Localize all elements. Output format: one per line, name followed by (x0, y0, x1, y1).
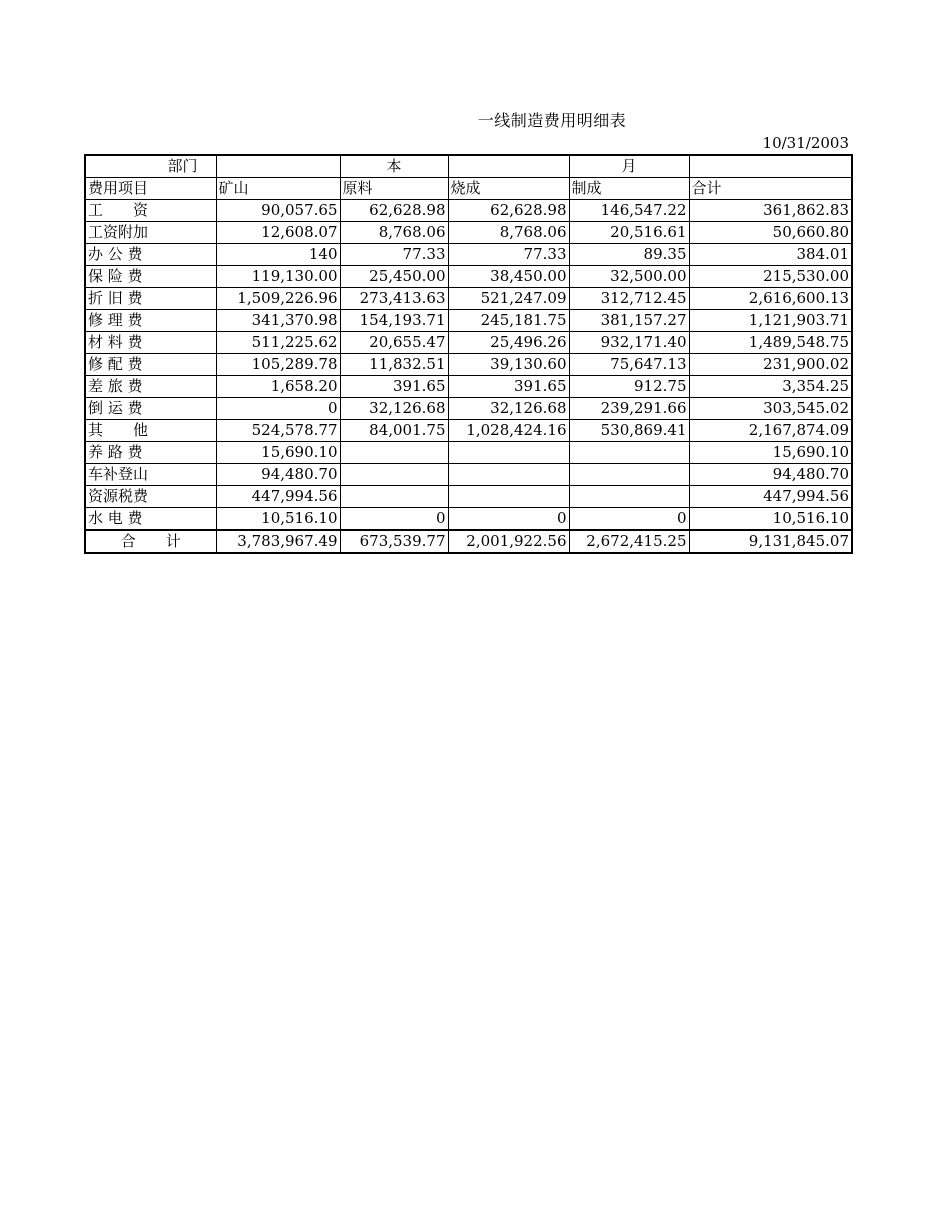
cell-value: 0 (569, 508, 689, 531)
header-yue-cell: 月 (569, 155, 689, 178)
cell-value: 391.65 (340, 376, 448, 398)
cell-value: 0 (448, 508, 569, 531)
expense-table (84, 154, 853, 554)
table-row (85, 398, 852, 420)
dept-label-cell: 部门 (85, 155, 216, 178)
table-row (85, 310, 852, 332)
total-row (85, 530, 852, 553)
cell-value: 361,862.83 (689, 200, 852, 222)
cell-value: 32,126.68 (448, 398, 569, 420)
cell-value: 140 (216, 244, 340, 266)
cell-value (340, 486, 448, 508)
row-item-label: 工资附加 (85, 222, 216, 244)
cell-value: 20,655.47 (340, 332, 448, 354)
cell-value: 3,354.25 (689, 376, 852, 398)
cell-value: 90,057.65 (216, 200, 340, 222)
cell-value: 154,193.71 (340, 310, 448, 332)
report-title: 一线制造费用明细表 (477, 111, 627, 130)
cell-value: 912.75 (569, 376, 689, 398)
cell-value: 530,869.41 (569, 420, 689, 442)
cell-value: 15,690.10 (689, 442, 852, 464)
cell-value: 105,289.78 (216, 354, 340, 376)
cell-value: 384.01 (689, 244, 852, 266)
cell-value: 341,370.98 (216, 310, 340, 332)
cell-value (448, 442, 569, 464)
table-row (85, 464, 852, 486)
cell-value: 62,628.98 (340, 200, 448, 222)
row-item-label: 差 旅 费 (85, 376, 216, 398)
cell-value: 77.33 (340, 244, 448, 266)
cell-value: 1,658.20 (216, 376, 340, 398)
cell-value: 77.33 (448, 244, 569, 266)
table-row (85, 354, 852, 376)
table-row (85, 508, 852, 531)
table-row (85, 244, 852, 266)
cell-value (448, 464, 569, 486)
cell-value: 1,121,903.71 (689, 310, 852, 332)
cell-value: 20,516.61 (569, 222, 689, 244)
cell-value: 215,530.00 (689, 266, 852, 288)
row-item-label: 车补登山 (85, 464, 216, 486)
cell-value: 94,480.70 (216, 464, 340, 486)
cell-value: 2,616,600.13 (689, 288, 852, 310)
cell-value: 511,225.62 (216, 332, 340, 354)
cell-value: 10,516.10 (689, 508, 852, 531)
cell-value: 15,690.10 (216, 442, 340, 464)
cell-value: 89.35 (569, 244, 689, 266)
table-row (85, 486, 852, 508)
table-row (85, 376, 852, 398)
table-row (85, 332, 852, 354)
cell-value: 521,247.09 (448, 288, 569, 310)
row-item-label: 倒 运 费 (85, 398, 216, 420)
row-item-label: 修 配 费 (85, 354, 216, 376)
cell-value: 94,480.70 (689, 464, 852, 486)
cell-value (569, 442, 689, 464)
cell-value: 12,608.07 (216, 222, 340, 244)
row-item-label: 其 他 (85, 420, 216, 442)
col-header-heji: 合计 (689, 178, 852, 200)
table-row (85, 266, 852, 288)
table-row (85, 442, 852, 464)
cell-value: 32,126.68 (340, 398, 448, 420)
total-value: 3,783,967.49 (216, 530, 340, 553)
table-row (85, 222, 852, 244)
cell-value: 50,660.80 (689, 222, 852, 244)
cell-value: 25,450.00 (340, 266, 448, 288)
col-header-kuangshan: 矿山 (216, 178, 340, 200)
cell-value: 239,291.66 (569, 398, 689, 420)
cell-value: 8,768.06 (340, 222, 448, 244)
cell-value (340, 442, 448, 464)
cell-value: 391.65 (448, 376, 569, 398)
cell-value: 10,516.10 (216, 508, 340, 531)
row-item-label: 养 路 费 (85, 442, 216, 464)
cell-value: 11,832.51 (340, 354, 448, 376)
cell-value: 447,994.56 (216, 486, 340, 508)
cell-value (569, 464, 689, 486)
cell-value (569, 486, 689, 508)
row-item-label: 材 料 费 (85, 332, 216, 354)
header-blank-cell (448, 155, 569, 178)
cell-value: 524,578.77 (216, 420, 340, 442)
col-header-yuanliao: 原料 (340, 178, 448, 200)
header-row-columns (85, 178, 852, 200)
cell-value: 146,547.22 (569, 200, 689, 222)
row-item-label: 折 旧 费 (85, 288, 216, 310)
col-header-shaocheng: 烧成 (448, 178, 569, 200)
header-ben-cell: 本 (340, 155, 448, 178)
cell-value: 84,001.75 (340, 420, 448, 442)
cell-value: 231,900.02 (689, 354, 852, 376)
cell-value: 0 (216, 398, 340, 420)
cell-value: 1,028,424.16 (448, 420, 569, 442)
cell-value: 25,496.26 (448, 332, 569, 354)
cell-value: 119,130.00 (216, 266, 340, 288)
cell-value: 32,500.00 (569, 266, 689, 288)
col-header-zhicheng: 制成 (569, 178, 689, 200)
row-item-label: 资源税费 (85, 486, 216, 508)
header-blank-cell (216, 155, 340, 178)
report-date: 10/31/2003 (762, 134, 849, 152)
cell-value: 2,167,874.09 (689, 420, 852, 442)
row-item-label: 办 公 费 (85, 244, 216, 266)
cell-value: 1,509,226.96 (216, 288, 340, 310)
row-item-label: 保 险 费 (85, 266, 216, 288)
cell-value: 39,130.60 (448, 354, 569, 376)
cell-value (340, 464, 448, 486)
total-label: 合 计 (85, 530, 216, 553)
cell-value: 303,545.02 (689, 398, 852, 420)
row-item-label: 工 资 (85, 200, 216, 222)
cell-value: 75,647.13 (569, 354, 689, 376)
cell-value: 381,157.27 (569, 310, 689, 332)
cell-value: 38,450.00 (448, 266, 569, 288)
cell-value: 62,628.98 (448, 200, 569, 222)
total-value: 2,672,415.25 (569, 530, 689, 553)
cell-value: 1,489,548.75 (689, 332, 852, 354)
cell-value: 932,171.40 (569, 332, 689, 354)
row-item-label: 修 理 费 (85, 310, 216, 332)
total-value: 673,539.77 (340, 530, 448, 553)
table-row (85, 420, 852, 442)
table-row (85, 200, 852, 222)
cell-value: 312,712.45 (569, 288, 689, 310)
header-row-department (85, 155, 852, 178)
item-label-cell: 费用项目 (85, 178, 216, 200)
cell-value (448, 486, 569, 508)
table-row (85, 288, 852, 310)
cell-value: 273,413.63 (340, 288, 448, 310)
cell-value: 245,181.75 (448, 310, 569, 332)
header-blank-cell (689, 155, 852, 178)
cell-value: 447,994.56 (689, 486, 852, 508)
cell-value: 8,768.06 (448, 222, 569, 244)
cell-value: 0 (340, 508, 448, 531)
total-value: 9,131,845.07 (689, 530, 852, 553)
total-value: 2,001,922.56 (448, 530, 569, 553)
row-item-label: 水 电 费 (85, 508, 216, 531)
